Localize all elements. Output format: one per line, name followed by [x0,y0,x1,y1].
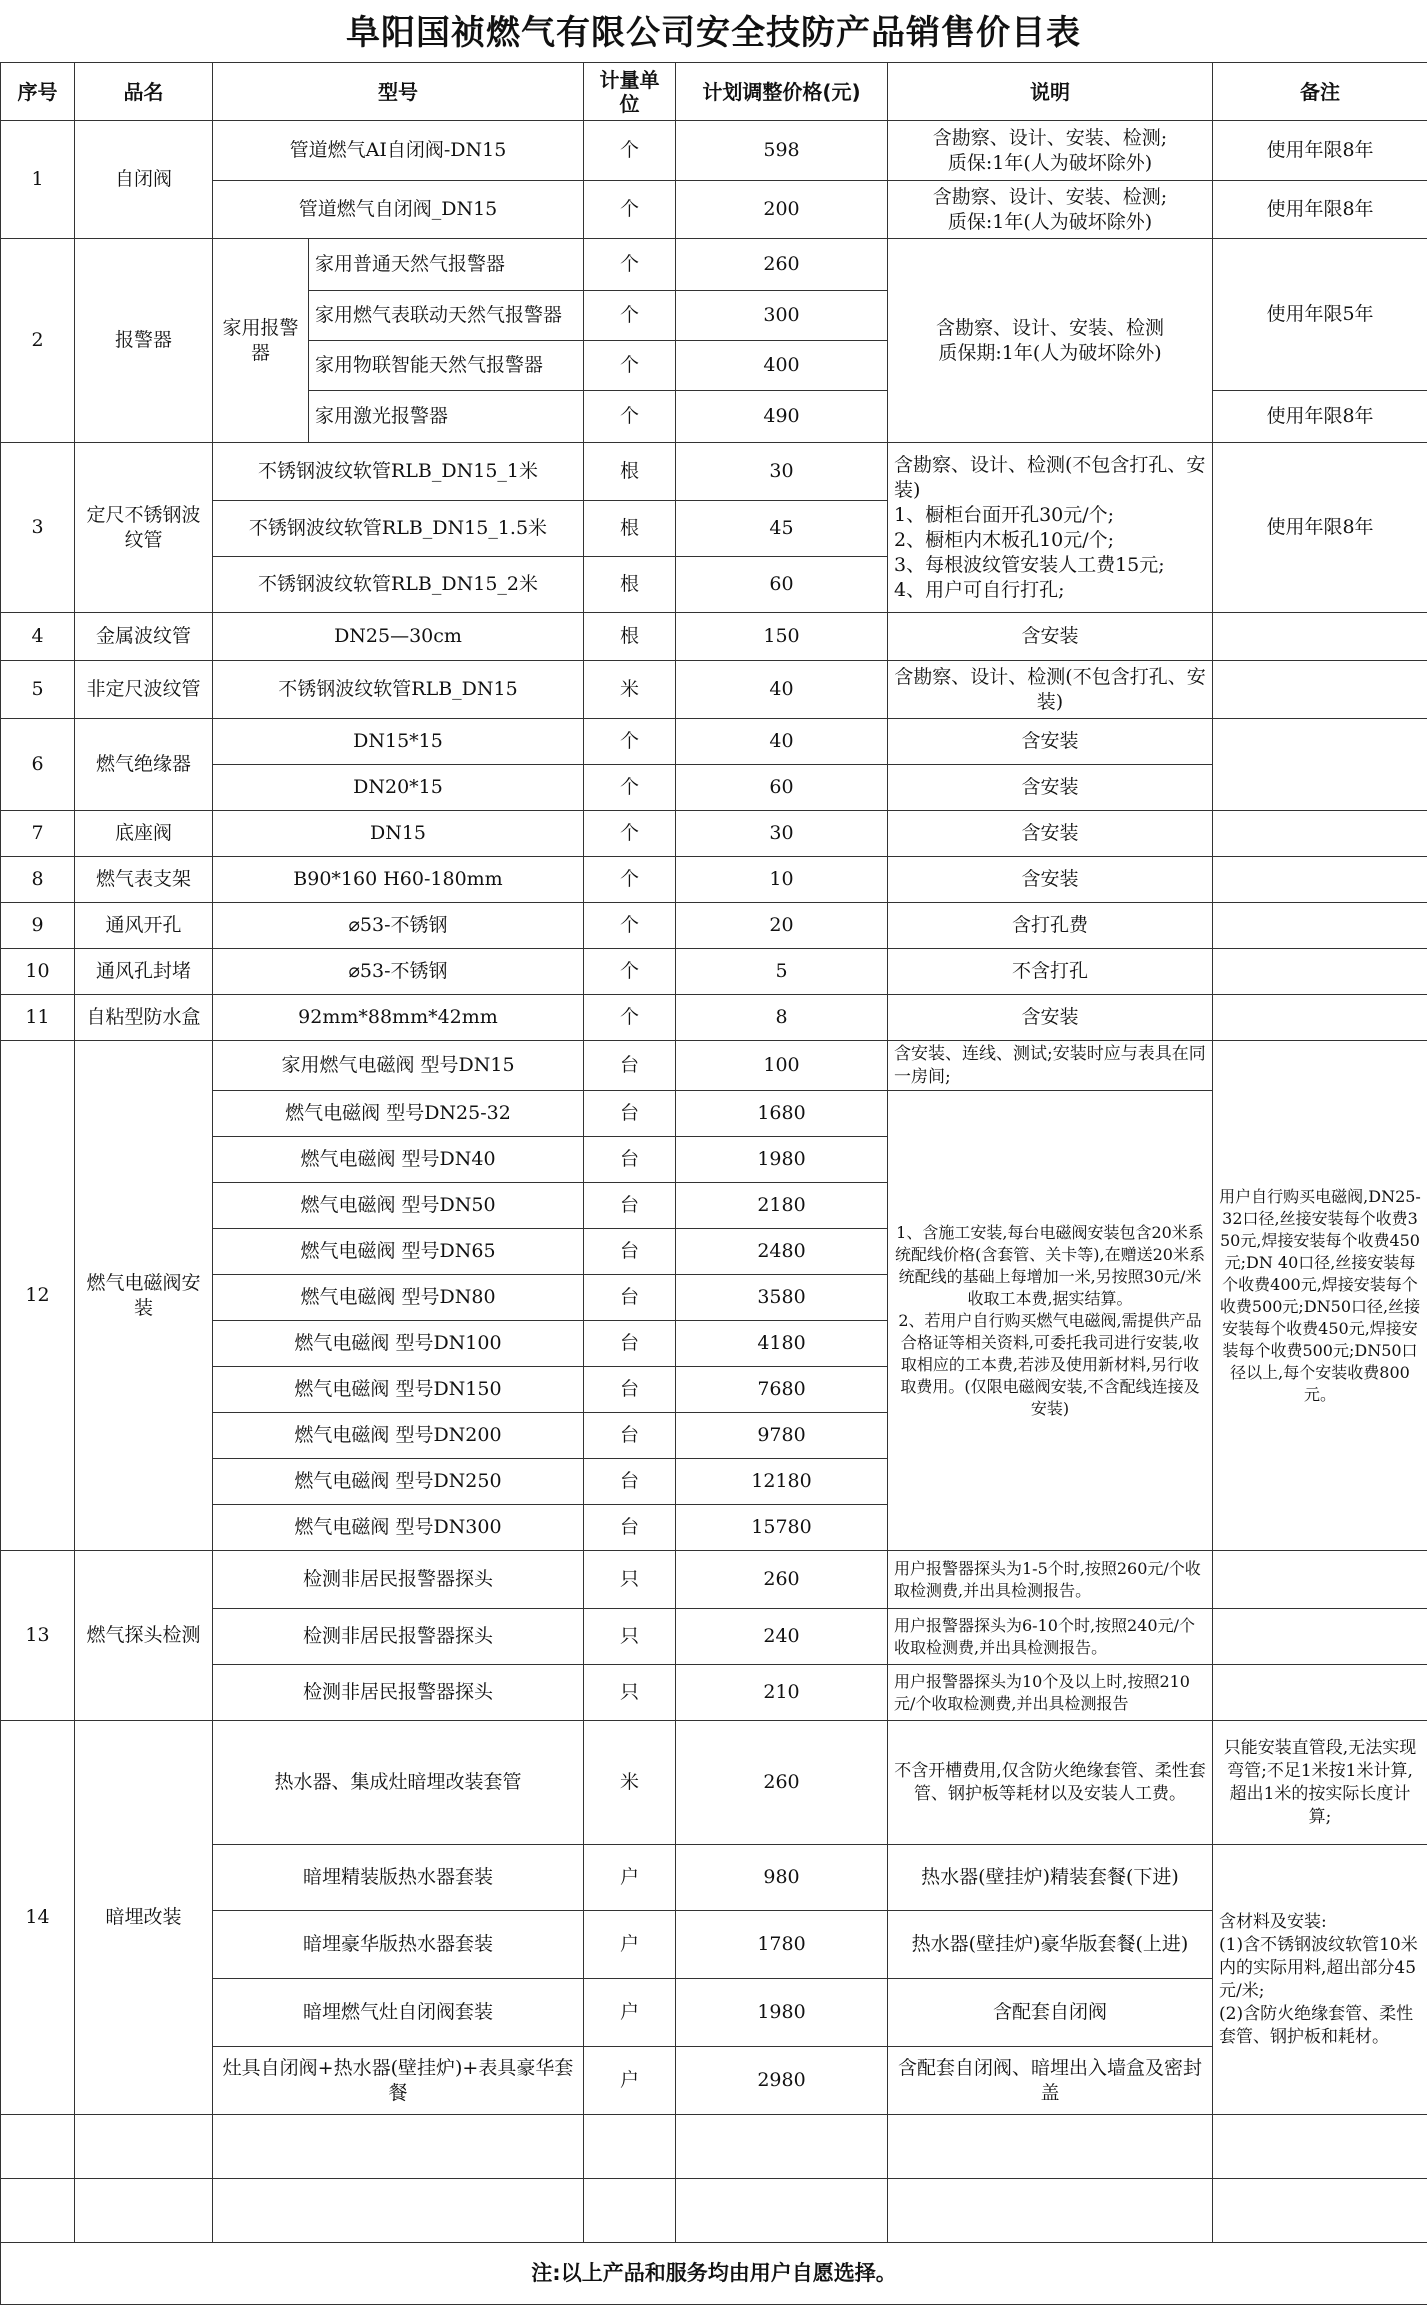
price-cell: 100 [676,1041,888,1091]
price-cell: 260 [676,1721,888,1845]
price-cell: 60 [676,765,888,811]
model-cell: 燃气电磁阀 型号DN150 [213,1367,584,1413]
price-cell: 1680 [676,1091,888,1137]
unit-cell: 台 [584,1505,676,1551]
price-cell: 260 [676,1551,888,1609]
model-cell: 燃气电磁阀 型号DN250 [213,1459,584,1505]
model-cell: 家用激光报警器 [309,391,584,443]
remark-cell [1213,995,1427,1041]
seq-cell: 9 [1,903,75,949]
desc-cell: 含配套自闭阀、暗埋出入墙盒及密封盖 [888,2047,1213,2115]
seq-cell: 8 [1,857,75,903]
name-cell: 通风孔封堵 [75,949,213,995]
price-table [0,62,1427,2305]
table-row [1,903,1427,949]
footer-row [1,2243,1427,2305]
model-cell: ⌀53-不锈钢 [213,903,584,949]
model-cell: ⌀53-不锈钢 [213,949,584,995]
price-cell: 1780 [676,1911,888,1979]
price-cell: 3580 [676,1275,888,1321]
unit-cell: 个 [584,239,676,291]
unit-cell: 户 [584,1845,676,1911]
model-cell: B90*160 H60-180mm [213,857,584,903]
price-cell: 210 [676,1665,888,1721]
unit-cell: 个 [584,341,676,391]
name-cell: 通风开孔 [75,903,213,949]
desc-cell: 含勘察、设计、安装、检测; 质保:1年(人为破坏除外) [888,121,1213,181]
name-cell: 自闭阀 [75,121,213,239]
desc-cell: 含安装 [888,995,1213,1041]
seq-cell: 4 [1,613,75,661]
remark-cell: 含材料及安装: (1)含不锈钢波纹软管10米内的实际用料,超出部分45元/米; (2)含防火绝缘套管、柔性套管、钢护板和耗材。 [1213,1845,1427,2115]
name-cell: 金属波纹管 [75,613,213,661]
desc-cell: 热水器(壁挂炉)精装套餐(下进) [888,1845,1213,1911]
price-cell: 200 [676,181,888,239]
desc-cell: 不含打孔 [888,949,1213,995]
model-cell: 不锈钢波纹软管RLB_DN15_1米 [213,443,584,501]
model-cell: 检测非居民报警器探头 [213,1609,584,1665]
table-row [1,995,1427,1041]
model-cell: 92mm*88mm*42mm [213,995,584,1041]
name-cell: 燃气电磁阀安装 [75,1041,213,1551]
price-cell: 20 [676,903,888,949]
price-cell: 490 [676,391,888,443]
desc-cell: 含配套自闭阀 [888,1979,1213,2047]
model-cell: 燃气电磁阀 型号DN100 [213,1321,584,1367]
price-cell: 400 [676,341,888,391]
header-model: 型号 [213,63,584,121]
seq-cell: 5 [1,661,75,719]
unit-cell: 户 [584,2047,676,2115]
price-cell: 2180 [676,1183,888,1229]
name-cell: 暗埋改装 [75,1721,213,2115]
name-cell: 自粘型防水盒 [75,995,213,1041]
header-price: 计划调整价格(元) [676,63,888,121]
model-cell: 暗埋燃气灶自闭阀套装 [213,1979,584,2047]
page-title: 阜阳国祯燃气有限公司安全技防产品销售价目表 [0,0,1427,62]
remark-cell [1213,1665,1427,1721]
desc-cell: 用户报警器探头为6-10个时,按照240元/个收取检测费,并出具检测报告。 [888,1609,1213,1665]
unit-cell: 根 [584,443,676,501]
model-cell: 管道燃气自闭阀_DN15 [213,181,584,239]
remark-cell [1213,661,1427,719]
price-cell: 5 [676,949,888,995]
unit-cell: 台 [584,1413,676,1459]
unit-cell: 只 [584,1609,676,1665]
unit-cell: 个 [584,811,676,857]
table-row [1,121,1427,181]
price-cell: 12180 [676,1459,888,1505]
price-cell: 30 [676,443,888,501]
price-cell: 9780 [676,1413,888,1459]
model-cell: 检测非居民报警器探头 [213,1551,584,1609]
unit-cell: 台 [584,1137,676,1183]
unit-cell: 台 [584,1041,676,1091]
price-cell: 4180 [676,1321,888,1367]
name-cell: 燃气表支架 [75,857,213,903]
remark-cell [1213,1609,1427,1665]
model-cell: 不锈钢波纹软管RLB_DN15_2米 [213,557,584,613]
table-row [1,811,1427,857]
desc-cell: 不含开槽费用,仅含防火绝缘套管、柔性套管、钢护板等耗材以及安装人工费。 [888,1721,1213,1845]
model-cell: 家用普通天然气报警器 [309,239,584,291]
table-row [1,1845,1427,1911]
price-cell: 2980 [676,2047,888,2115]
table-row [1,1041,1427,1091]
model-cell: 燃气电磁阀 型号DN50 [213,1183,584,1229]
remark-cell: 使用年限8年 [1213,391,1427,443]
unit-cell: 台 [584,1091,676,1137]
header-desc: 说明 [888,63,1213,121]
table-row [1,1609,1427,1665]
model-cell: 不锈钢波纹软管RLB_DN15_1.5米 [213,501,584,557]
seq-cell: 14 [1,1721,75,2115]
unit-cell: 台 [584,1229,676,1275]
unit-cell: 台 [584,1275,676,1321]
header-row [1,63,1427,121]
name-cell: 燃气绝缘器 [75,719,213,811]
desc-cell: 含安装 [888,719,1213,765]
model-cell: 燃气电磁阀 型号DN80 [213,1275,584,1321]
seq-cell: 2 [1,239,75,443]
price-cell: 15780 [676,1505,888,1551]
model-cell: DN20*15 [213,765,584,811]
desc-cell: 1、含施工安装,每台电磁阀安装包含20米系统配线价格(含套管、关卡等),在赠送20米系统配线的基础上每增加一米,另按照30元/米收取工本费,据实结算。 2、若用户自行购买燃气电磁阀,需提供产品合格证等相关资料,可委托我司进行安装,收取相应的工本费,若涉及使用新材料,另行收取费用。(仅限电磁阀安装,不含配线连接及安装) [888,1091,1213,1551]
unit-cell: 户 [584,1911,676,1979]
model-cell: 管道燃气AI自闭阀-DN15 [213,121,584,181]
remark-cell [1213,811,1427,857]
desc-cell: 含安装 [888,857,1213,903]
seq-cell: 7 [1,811,75,857]
header-remark: 备注 [1213,63,1427,121]
table-row [1,1551,1427,1609]
unit-cell: 台 [584,1459,676,1505]
subcategory-cell: 家用报警器 [213,239,309,443]
header-seq: 序号 [1,63,75,121]
table-row [1,443,1427,501]
desc-cell: 含勘察、设计、检测(不包含打孔、安装) [888,661,1213,719]
table-row [1,613,1427,661]
model-cell: 暗埋精装版热水器套装 [213,1845,584,1911]
model-cell: DN25—30cm [213,613,584,661]
unit-cell: 台 [584,1183,676,1229]
unit-cell: 根 [584,501,676,557]
desc-cell: 热水器(壁挂炉)豪华版套餐(上进) [888,1911,1213,1979]
remark-cell [1213,613,1427,661]
unit-cell: 个 [584,291,676,341]
seq-cell: 13 [1,1551,75,1721]
model-cell: 燃气电磁阀 型号DN300 [213,1505,584,1551]
price-cell: 7680 [676,1367,888,1413]
unit-cell: 根 [584,557,676,613]
unit-cell: 米 [584,661,676,719]
price-cell: 2480 [676,1229,888,1275]
model-cell: 家用燃气电磁阀 型号DN15 [213,1041,584,1091]
price-cell: 598 [676,121,888,181]
desc-cell: 含勘察、设计、安装、检测 质保期:1年(人为破坏除外) [888,239,1213,443]
price-cell: 260 [676,239,888,291]
price-cell: 240 [676,1609,888,1665]
table-row [1,1665,1427,1721]
header-name: 品名 [75,63,213,121]
model-cell: DN15*15 [213,719,584,765]
model-cell: 检测非居民报警器探头 [213,1665,584,1721]
remark-cell [1213,949,1427,995]
empty-row [1,2115,1427,2179]
price-cell: 45 [676,501,888,557]
model-cell: 暗埋豪华版热水器套装 [213,1911,584,1979]
name-cell: 燃气探头检测 [75,1551,213,1721]
unit-cell: 个 [584,995,676,1041]
unit-cell: 米 [584,1721,676,1845]
model-cell: 燃气电磁阀 型号DN200 [213,1413,584,1459]
unit-cell: 个 [584,765,676,811]
model-cell: DN15 [213,811,584,857]
unit-cell: 根 [584,613,676,661]
unit-cell: 个 [584,181,676,239]
seq-cell: 11 [1,995,75,1041]
desc-cell: 含打孔费 [888,903,1213,949]
unit-cell: 户 [584,1979,676,2047]
remark-cell [1213,857,1427,903]
name-cell: 定尺不锈钢波纹管 [75,443,213,613]
unit-cell: 个 [584,857,676,903]
model-cell: 灶具自闭阀+热水器(壁挂炉)+表具豪华套餐 [213,2047,584,2115]
remark-cell: 使用年限8年 [1213,121,1427,181]
model-cell: 燃气电磁阀 型号DN65 [213,1229,584,1275]
desc-cell: 用户报警器探头为1-5个时,按照260元/个收取检测费,并出具检测报告。 [888,1551,1213,1609]
price-cell: 1980 [676,1137,888,1183]
unit-cell: 台 [584,1321,676,1367]
price-cell: 60 [676,557,888,613]
table-row [1,239,1427,291]
model-cell: 家用物联智能天然气报警器 [309,341,584,391]
unit-cell: 个 [584,719,676,765]
price-cell: 40 [676,661,888,719]
model-cell: 热水器、集成灶暗埋改装套管 [213,1721,584,1845]
price-cell: 300 [676,291,888,341]
model-cell: 家用燃气表联动天然气报警器 [309,291,584,341]
price-cell: 980 [676,1845,888,1911]
table-row [1,1721,1427,1845]
unit-cell: 个 [584,121,676,181]
table-row [1,857,1427,903]
seq-cell: 10 [1,949,75,995]
table-row [1,661,1427,719]
price-cell: 10 [676,857,888,903]
unit-cell: 个 [584,949,676,995]
desc-cell: 含安装、连线、测试;安装时应与表具在同一房间; [888,1041,1213,1091]
remark-cell [1213,1551,1427,1609]
price-cell: 150 [676,613,888,661]
remark-cell: 用户自行购买电磁阀,DN25-32口径,丝接安装每个收费350元,焊接安装每个收费450元;DN 40口径,丝接安装每个收费400元,焊接安装每个收费500元;DN50口径,丝接安装每个收费450元,焊接安装每个收费500元;DN50口径以上,每个安装收费800元。 [1213,1041,1427,1551]
model-cell: 燃气电磁阀 型号DN25-32 [213,1091,584,1137]
price-cell: 1980 [676,1979,888,2047]
price-cell: 8 [676,995,888,1041]
price-cell: 40 [676,719,888,765]
desc-cell: 用户报警器探头为10个及以上时,按照210元/个收取检测费,并出具检测报告 [888,1665,1213,1721]
desc-cell: 含安装 [888,613,1213,661]
footer-note: 注:以上产品和服务均由用户自愿选择。 [1,2243,1427,2305]
header-unit: 计量单位 [584,63,676,121]
table-row [1,719,1427,765]
remark-cell: 使用年限8年 [1213,181,1427,239]
remark-cell [1213,903,1427,949]
remark-cell: 使用年限5年 [1213,239,1427,391]
remark-cell: 使用年限8年 [1213,443,1427,613]
price-cell: 30 [676,811,888,857]
table-row [1,181,1427,239]
desc-cell: 含勘察、设计、检测(不包含打孔、安装) 1、橱柜台面开孔30元/个; 2、橱柜内木板孔10元/个; 3、每根波纹管安装人工费15元; 4、用户可自行打孔; [888,443,1213,613]
model-cell: 燃气电磁阀 型号DN40 [213,1137,584,1183]
desc-cell: 含安装 [888,811,1213,857]
table-row [1,949,1427,995]
model-cell: 不锈钢波纹软管RLB_DN15 [213,661,584,719]
desc-cell: 含勘察、设计、安装、检测; 质保:1年(人为破坏除外) [888,181,1213,239]
seq-cell: 3 [1,443,75,613]
seq-cell: 6 [1,719,75,811]
remark-cell: 只能安装直管段,无法实现弯管;不足1米按1米计算,超出1米的按实际长度计算; [1213,1721,1427,1845]
empty-row [1,2179,1427,2243]
seq-cell: 12 [1,1041,75,1551]
unit-cell: 只 [584,1665,676,1721]
desc-cell: 含安装 [888,765,1213,811]
unit-cell: 个 [584,903,676,949]
unit-cell: 台 [584,1367,676,1413]
unit-cell: 个 [584,391,676,443]
seq-cell: 1 [1,121,75,239]
name-cell: 非定尺波纹管 [75,661,213,719]
name-cell: 报警器 [75,239,213,443]
name-cell: 底座阀 [75,811,213,857]
unit-cell: 只 [584,1551,676,1609]
remark-cell [1213,719,1427,811]
